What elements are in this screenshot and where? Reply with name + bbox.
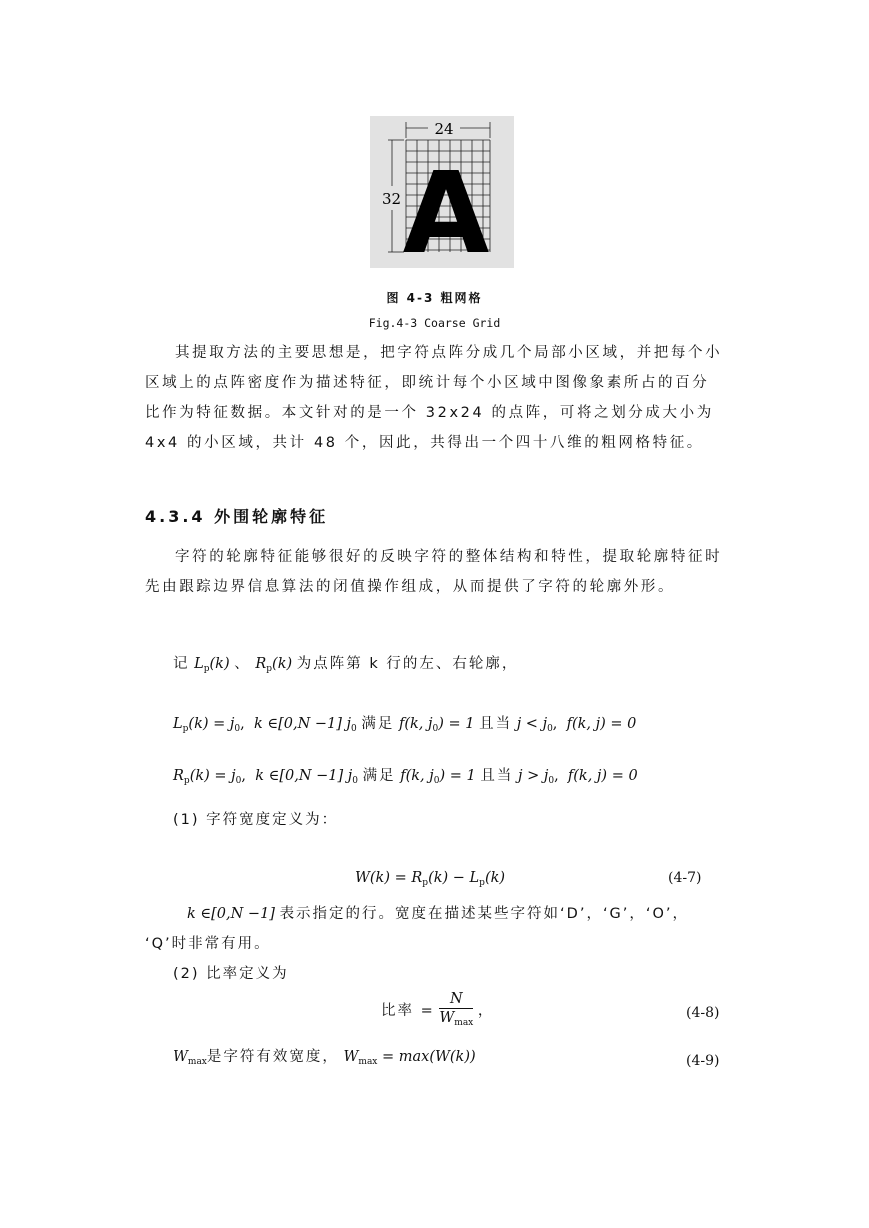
- equation-number-4-8: (4-8): [686, 1005, 720, 1021]
- contour-definition-line: 记 $L_p(k)$ 、 $R_p(k)$ 为点阵第 k 行的左、右轮廓，: [173, 656, 519, 674]
- figure-caption-cn: 图 4-3 粗网格: [386, 291, 483, 305]
- figure-caption-en: Fig.4-3 Coarse Grid: [368, 316, 501, 330]
- equation-4-7: $W(k) = R_p(k) - L_p(k)$: [355, 870, 506, 888]
- coarse-grid-figure: [370, 116, 514, 268]
- equation-number-4-7: (4-7): [668, 870, 702, 886]
- equation-4-9: $W_{max}$是字符有效宽度， $W_{max} = \max(W(k))$: [173, 1049, 476, 1067]
- section-heading: 4.3.4 外围轮廓特征: [145, 507, 329, 526]
- coarse-grid-image: [370, 116, 514, 268]
- width-usage-line: k ∈[0,N −1] 表示指定的行。宽度在描述某些字符如‘D’，‘G’，‘O’，: [187, 906, 690, 922]
- item-2-label: (2) 比率定义为: [173, 966, 289, 982]
- letter-a-glyph: A: [402, 149, 490, 268]
- width-usage-line-2: ‘Q’时非常有用。: [145, 936, 271, 952]
- left-contour-formula: $L_p(k) = j_0$, k ∈[0,N −1] $j_0$ 满足 f(k, $j_0) = 1$ 且当 $j < j_0$, f(k, j) = 0: [173, 716, 637, 734]
- right-contour-formula: $R_p(k) = j_0$, k ∈[0,N −1] $j_0$ 满足 f(k, $j_0) = 1$ 且当 $j > j_0$, f(k, j) = 0: [173, 768, 638, 786]
- equation-4-8: 比率 = $\frac{N}{W_{max}}$ ，: [381, 991, 495, 1028]
- equation-number-4-9: (4-9): [686, 1053, 720, 1069]
- paragraph-contour: 字符的轮廓特征能够很好的反映字符的整体结构和特性，提取轮廓特征时先由跟踪边界信息算法的闭值操作组成，从而提供了字符的轮廓外形。: [145, 549, 723, 595]
- width-dimension-label: 24: [434, 120, 454, 138]
- item-1-label: (1) 字符宽度定义为：: [173, 812, 339, 828]
- paragraph-coarse-grid: 其提取方法的主要思想是，把字符点阵分成几个局部小区域，并把每个小区域上的点阵密度作为描述特征，即统计每个小区域中图像象素所占的百分比作为特征数据。本文针对的是一个 32x24 的点阵，可将之划分成大小为 4x4 的小区域，共计 48 个，因此，共得出一个四十八维的粗网格特征。: [145, 345, 723, 451]
- height-dimension-label: 32: [382, 190, 402, 208]
